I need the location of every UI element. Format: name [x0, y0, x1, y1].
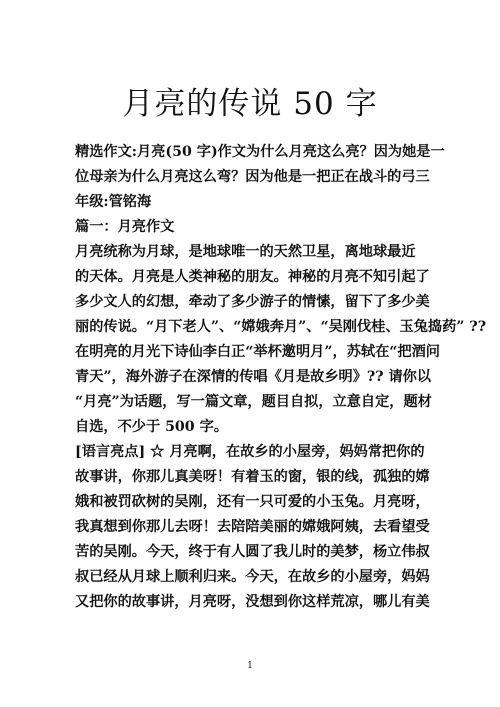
text-line: 多少文人的幻想，牵动了多少游子的情愫，留下了多少美: [75, 294, 430, 310]
text-line: 精选作文:月亮(50 字)作文为什么月亮这么亮？因为她是一: [75, 144, 445, 160]
page-number: 1: [247, 661, 253, 671]
text-line: 故事讲，你那儿真美呀！有着玉的窗，银的线，孤独的嫦: [75, 469, 430, 485]
text-line: 位母亲为什么月亮这么弯？因为他是一把正在战斗的弓三: [75, 169, 430, 185]
text-line: [语言亮点] ☆ 月亮啊，在故乡的小屋旁，妈妈常把你的: [75, 444, 425, 460]
document-body: [75, 140, 487, 615]
text-line: 娥和被罚砍树的吴刚，还有一只可爱的小玉兔。月亮呀，: [75, 494, 430, 510]
text-line: 苦的吴刚。今天，终于有人圆了我儿时的美梦，杨立伟叔: [75, 544, 430, 560]
section-heading: 篇一：月亮作文: [75, 219, 175, 235]
text-line: 在明亮的月光下诗仙李白正“举杯邀明月”，苏轼在“把酒问: [75, 344, 440, 360]
text-line: 又把你的故事讲，月亮呀，没想到你这样荒凉，哪儿有美: [75, 594, 430, 610]
text-line: 年级:管铭海: [75, 194, 152, 210]
text-line: “月亮”为话题，写一篇文章，题目自拟，立意自定，题材: [75, 394, 432, 410]
text-line: 青天”，海外游子在深情的传唱《月是故乡明》?? 请你以: [75, 369, 432, 385]
text-line: 的天体。月亮是人类神秘的朋友。神秘的月亮不知引起了: [75, 269, 430, 285]
text-line: 丽的传说。“月下老人”、“嫦娥奔月”、“吴刚伐桂、玉兔捣药” ??: [75, 319, 487, 335]
text-line: 自选，不少于 500 字。: [75, 419, 228, 435]
text-line: 我真想到你那儿去呀！去陪陪美丽的嫦娥阿姨，去看望受: [75, 519, 430, 535]
text-line: 月亮统称为月球，是地球唯一的天然卫星，离地球最近: [75, 244, 416, 260]
text-line: 叔已经从月球上顺利归来。今天，在故乡的小屋旁，妈妈: [75, 569, 430, 585]
document-title: 月亮的传说 50 字: [122, 86, 378, 122]
